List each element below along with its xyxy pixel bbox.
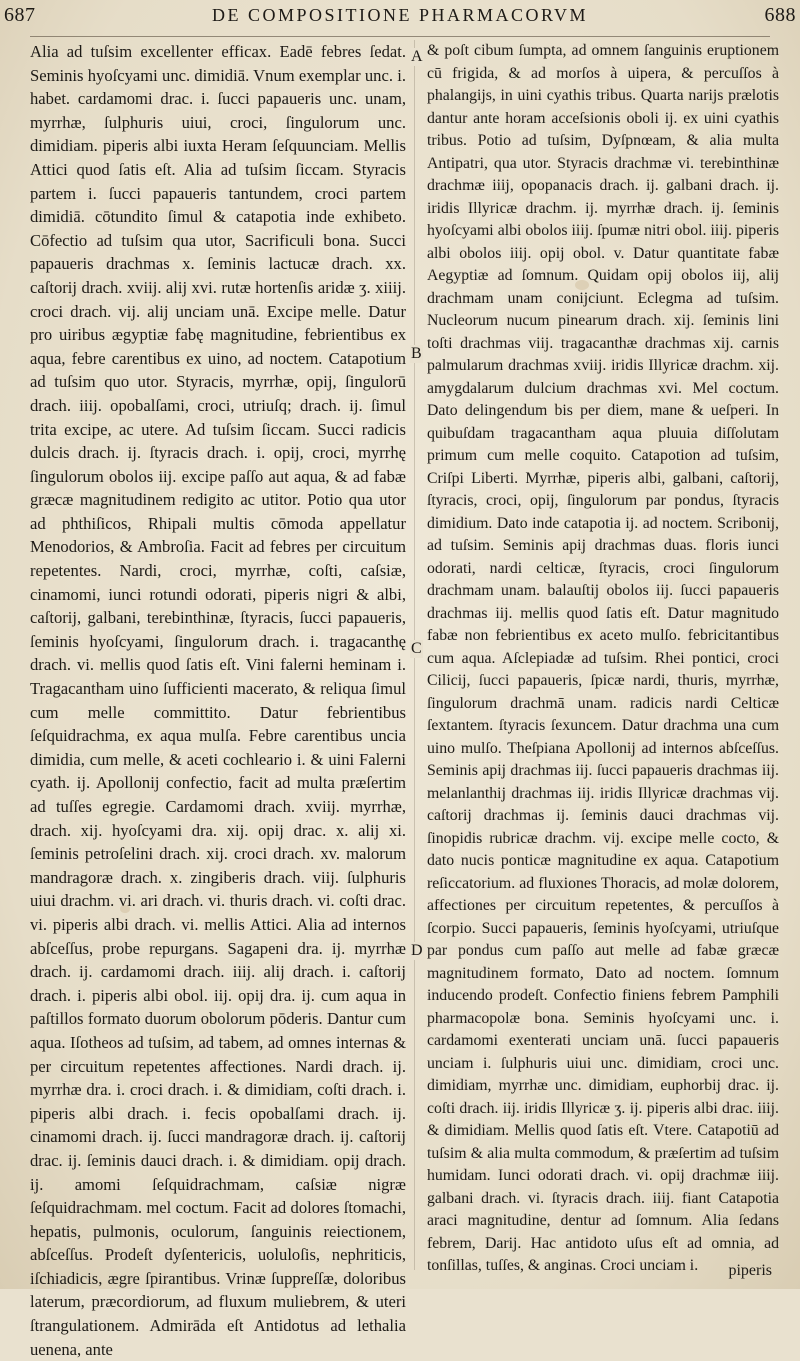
margin-marker-c: C <box>411 640 422 657</box>
folio-number-left: 687 <box>4 4 36 26</box>
margin-marker-d: D <box>411 942 423 959</box>
margin-marker-b: B <box>411 345 422 362</box>
column-text-right: & poſt cibum ſumpta, ad omnem ſanguinis eruptionem cū frigida, & ad morſos à uipera, & percuſſos à phalangijs, in uini cyathis tribus. Quarta narijs prælotis dantur ante horam acceſsionis oboli ij. ex uini cyathis tribus. Potio ad tuſsim, Dyſpnœam, & alia multa Antipatri, qua utor. Styracis drachmæ vi. terebinthinæ drachmæ iiij, opopanacis drach. ij. galbani drach. ij. iridis Illyricæ drachm. ij. myrrhæ drach. ij. ſeminis hyoſcyami albi obolos iiij. ſpumæ nitri obol. iiij. piperis albi obolos iiij. opij obol. v. Datur quantitate fabæ Aegyptiæ ad ſomnum. Quidam opij obolos iij, alij drachmam unam conijciunt. Eclegma ad tuſsim. Nucleorum nucum pinearum drach. xij. ſeminis lini toſti drachmas viij. tragacanthæ drachmas xij. carnis palmularum drachmas xviij. iridis Illyricæ drachm. xij. amygdalarum dulcium drachmas xvi. Mel coctum. Dato delingendum bis per diem, mane & ueſperi. In quibuſdam tragacantham aqua pluuia diſſolutam primum cum melle coquito. Catapotion ad tuſsim, Criſpi Liberti. Myrrhæ, piperis albi, galbani, caſtorij, ſtyracis, croci, opij, ſingulorum par pondus, ſtyracis dimidium. Dato inde catapotia ij. ad noctem. Scribonij, ad tuſsim. Seminis apij drachmas duas. floris iunci odorati, nardi celticæ, ſtyracis, croci ſingulorum drachmam unam. balauſtij obolos iij. ſucci papaueris drachmas iij. mellis quod ſatis eſt. Datur magnitudo fabæ non febrientibus ex aceto mulſo. febricitantibus cum aqua. Aſclepiadæ ad tuſsim. Rhei pontici, croci Cilicij, ſucci papaueris, ſpicæ nardi, thuris, myrrhæ, ſingulorum drachmā unam. radicis nardi Celticæ ſextantem. ſtyracis ſexuncem. Datur drachma una cum uino mulſo. Theſpiana Apollonij ad internos abſceſſus. Seminis apij drachmas iij. ſucci papaueris drachmas iij. melanlanthij drachmas iij. iridis Illyricæ drachmas vij. caſtorij drachmas ij. ſeminis dauci drachmas vij. ſinopidis rubricæ drachm. vij. excipe melle cocto, & dato nucis ponticæ magnitudine ex aqua. Catapotium reſiccatorium. ad fluxiones Thoracis, ad molæ dolorem, affectiones per circuitum repetentes, & percuſſos à ſcorpio. Succi papaueris, ſeminis hyoſcyami, utriuſque par pondus cum paſſo aut melle ad fabæ græcæ magnitudinem formato, Dato ad noctem. ſomnum inducendo prodeſt. Confectio finiens febrem Pamphili pharmacopolæ bona. Seminis hyoſcyami unc. i. cardamomi exenterati unciam unā. ſucci papaueris unciam i. ſulphuris uiui unc. dimidiam, croci unc. dimidiam, myrrhæ unc. dimidiam, euphorbij drac. ij. coſti drach. iij. iridis Illyricæ ʒ. ij. piperis albi drac. iiij. & dimidiam. Mellis quod ſatis eſt. Vtere. Catapotiū ad tuſsim & alia multa commodum, & præſertim ad tuſsim humidam. Iunci odorati drach. vi. opij drachmæ iiij. galbani drach. vi. ſtyracis drach. iiij. fiant Catapotia araci magnitudine, dentur ad ſomnum. Alia ſedans febrem, Darij. Hac antidoto uſus eſt ad omnia, ad tonſillas, tuſſes, & anginas. Croci unciam i. <box>427 42 779 1274</box>
text-column-right <box>427 40 779 1275</box>
folio-number-right: 688 <box>764 4 796 26</box>
text-column-left <box>30 40 406 1359</box>
header-rule <box>30 36 770 37</box>
column-text-left: Alia ad tuſsim excellenter efficax. Eadē febres ſedat. Seminis hyoſcyami unc. dimidiā. Vnum exemplar unc. i. habet. cardamomi drac. i. ſucci papaueris unc. unam, myrrhæ, ſulphuris uiui, croci, ſingulorum unc. dimidiam. piperis albi iuxta Heram ſeſquunciam. Mellis Attici quod ſatis eſt. Alia ad tuſsim ſiccam. Styracis partem i. ſucci papaueris tantundem, croci partem dimidiā. cōtundito ſimul & catapotia inde exhibeto. Cōfectio ad tuſsim qua utor, Sacrificuli bona. Succi papaueris drachmas x. ſeminis lactucæ drach. xx. caſtorij drach. xviij. alij xvi. rutæ hortenſis aridæ ʒ. xiiij. croci drach. vij. alij unciam unā. Excipe melle. Datur pro uiribus ægyptiæ fabę magnitudine, febrientibus ex aqua, febre carentibus ex uino, ad noctem. Catapotium ad tuſsim quo utor. Styracis, myrrhæ, opij, ſingulorū drach. iiij. opobalſami, croci, utriuſq; drach. ij. ſimul trita excipe, ac utere. Ad tuſsim ſiccam. Succi radicis dulcis drach. ij. ſtyracis drach. i. opij, croci, myrrhę ſingulorum obolos iij. excipe paſſo aut aqua, & ad fabæ græcæ magnitudinem redigito ac utitor. Potio qua utor ad phthiſicos, Rhipali multis cōmoda appellatur Menodorios, & Ambroſia. Facit ad febres per circuitum repetentes. Nardi, croci, myrrhæ, coſti, caſsiæ, cinamomi, iunci rotundi odorati, piperis nigri & albi, caſtorij, galbani, terebinthinæ, ſtyracis, ſucci papaueris, ſeminis hyoſcyami, ſingulorum drach. i. tragacanthę drach. vi. mellis quod ſatis eſt. Vini falerni heminam i. Tragacantham uino ſufficienti macerato, & reliqua ſimul cum melle committito. Datur febrientibus ſeſquidrachma, ex aqua mulſa. Febre carentibus uncia dimidia, cum melle, & aceti cochleario i. & uini Falerni cyath. ij. Apollonij confectio, facit ad multa præſertim ad tuſſes egregie. Cardamomi drach. xviij. myrrhæ, drach. xij. hyoſcyami dra. xij. opij drac. x. alij xi. ſeminis petroſelini drach. xij. croci drach. xv. malorum mandragoræ drach. x. zingiberis drach. viij. ſulphuris uiui drachm. vi. ari drach. vi. thuris drach. vi. coſti drac. vi. piperis albi drach. vi. mellis Attici. Alia ad internos abſceſſus, probe repurgans. Sagapeni dra. ij. myrrhæ drach. ij. cardamomi drach. iiij. alij drach. i. caſtorij drach. i. piperis albi obol. iij. opij dra. ij. cum aqua in paſtillos formato duorum obolorum pōderis. Dantur cum aqua. Iſotheos ad tuſsim, ad tabem, ad omnes internas & per circuitum repetentes affectiones. Nardi drach. ij. myrrhæ dra. i. croci drach. i. & dimidiam, coſti drach. i. piperis albi drach. i. fecis opobalſami drach. ij. cinamomi drach. ij. ſucci mandragoræ drach. ij. caſtorij drac. ij. ſeminis dauci drach. i. & dimidiam. opij drach. ij. amomi ſeſquidrachmam, caſsiæ nigræ ſeſquidrachmam. mel coctum. Facit ad dolores ſtomachi, hepatis, pulmonis, oculorum, ſanguinis reiectionem, abſceſſus. Prodeſt dyſentericis, uoluloſis, nephriticis, iſchiadicis, ægre ſpirantibus. Vrinæ ſuppreſſæ, doloribus laterum, præcordiorum, ad fluxum muliebrem, & uteri ſtrangulationem. Admirāda eſt Antidotus ad lethalia uenena, ante <box>30 42 406 1359</box>
page-header <box>0 4 800 34</box>
running-head: DE COMPOSITIONE PHARMACORVM <box>211 5 589 25</box>
catchword: piperis <box>728 1262 772 1279</box>
margin-marker-a: A <box>411 48 423 65</box>
